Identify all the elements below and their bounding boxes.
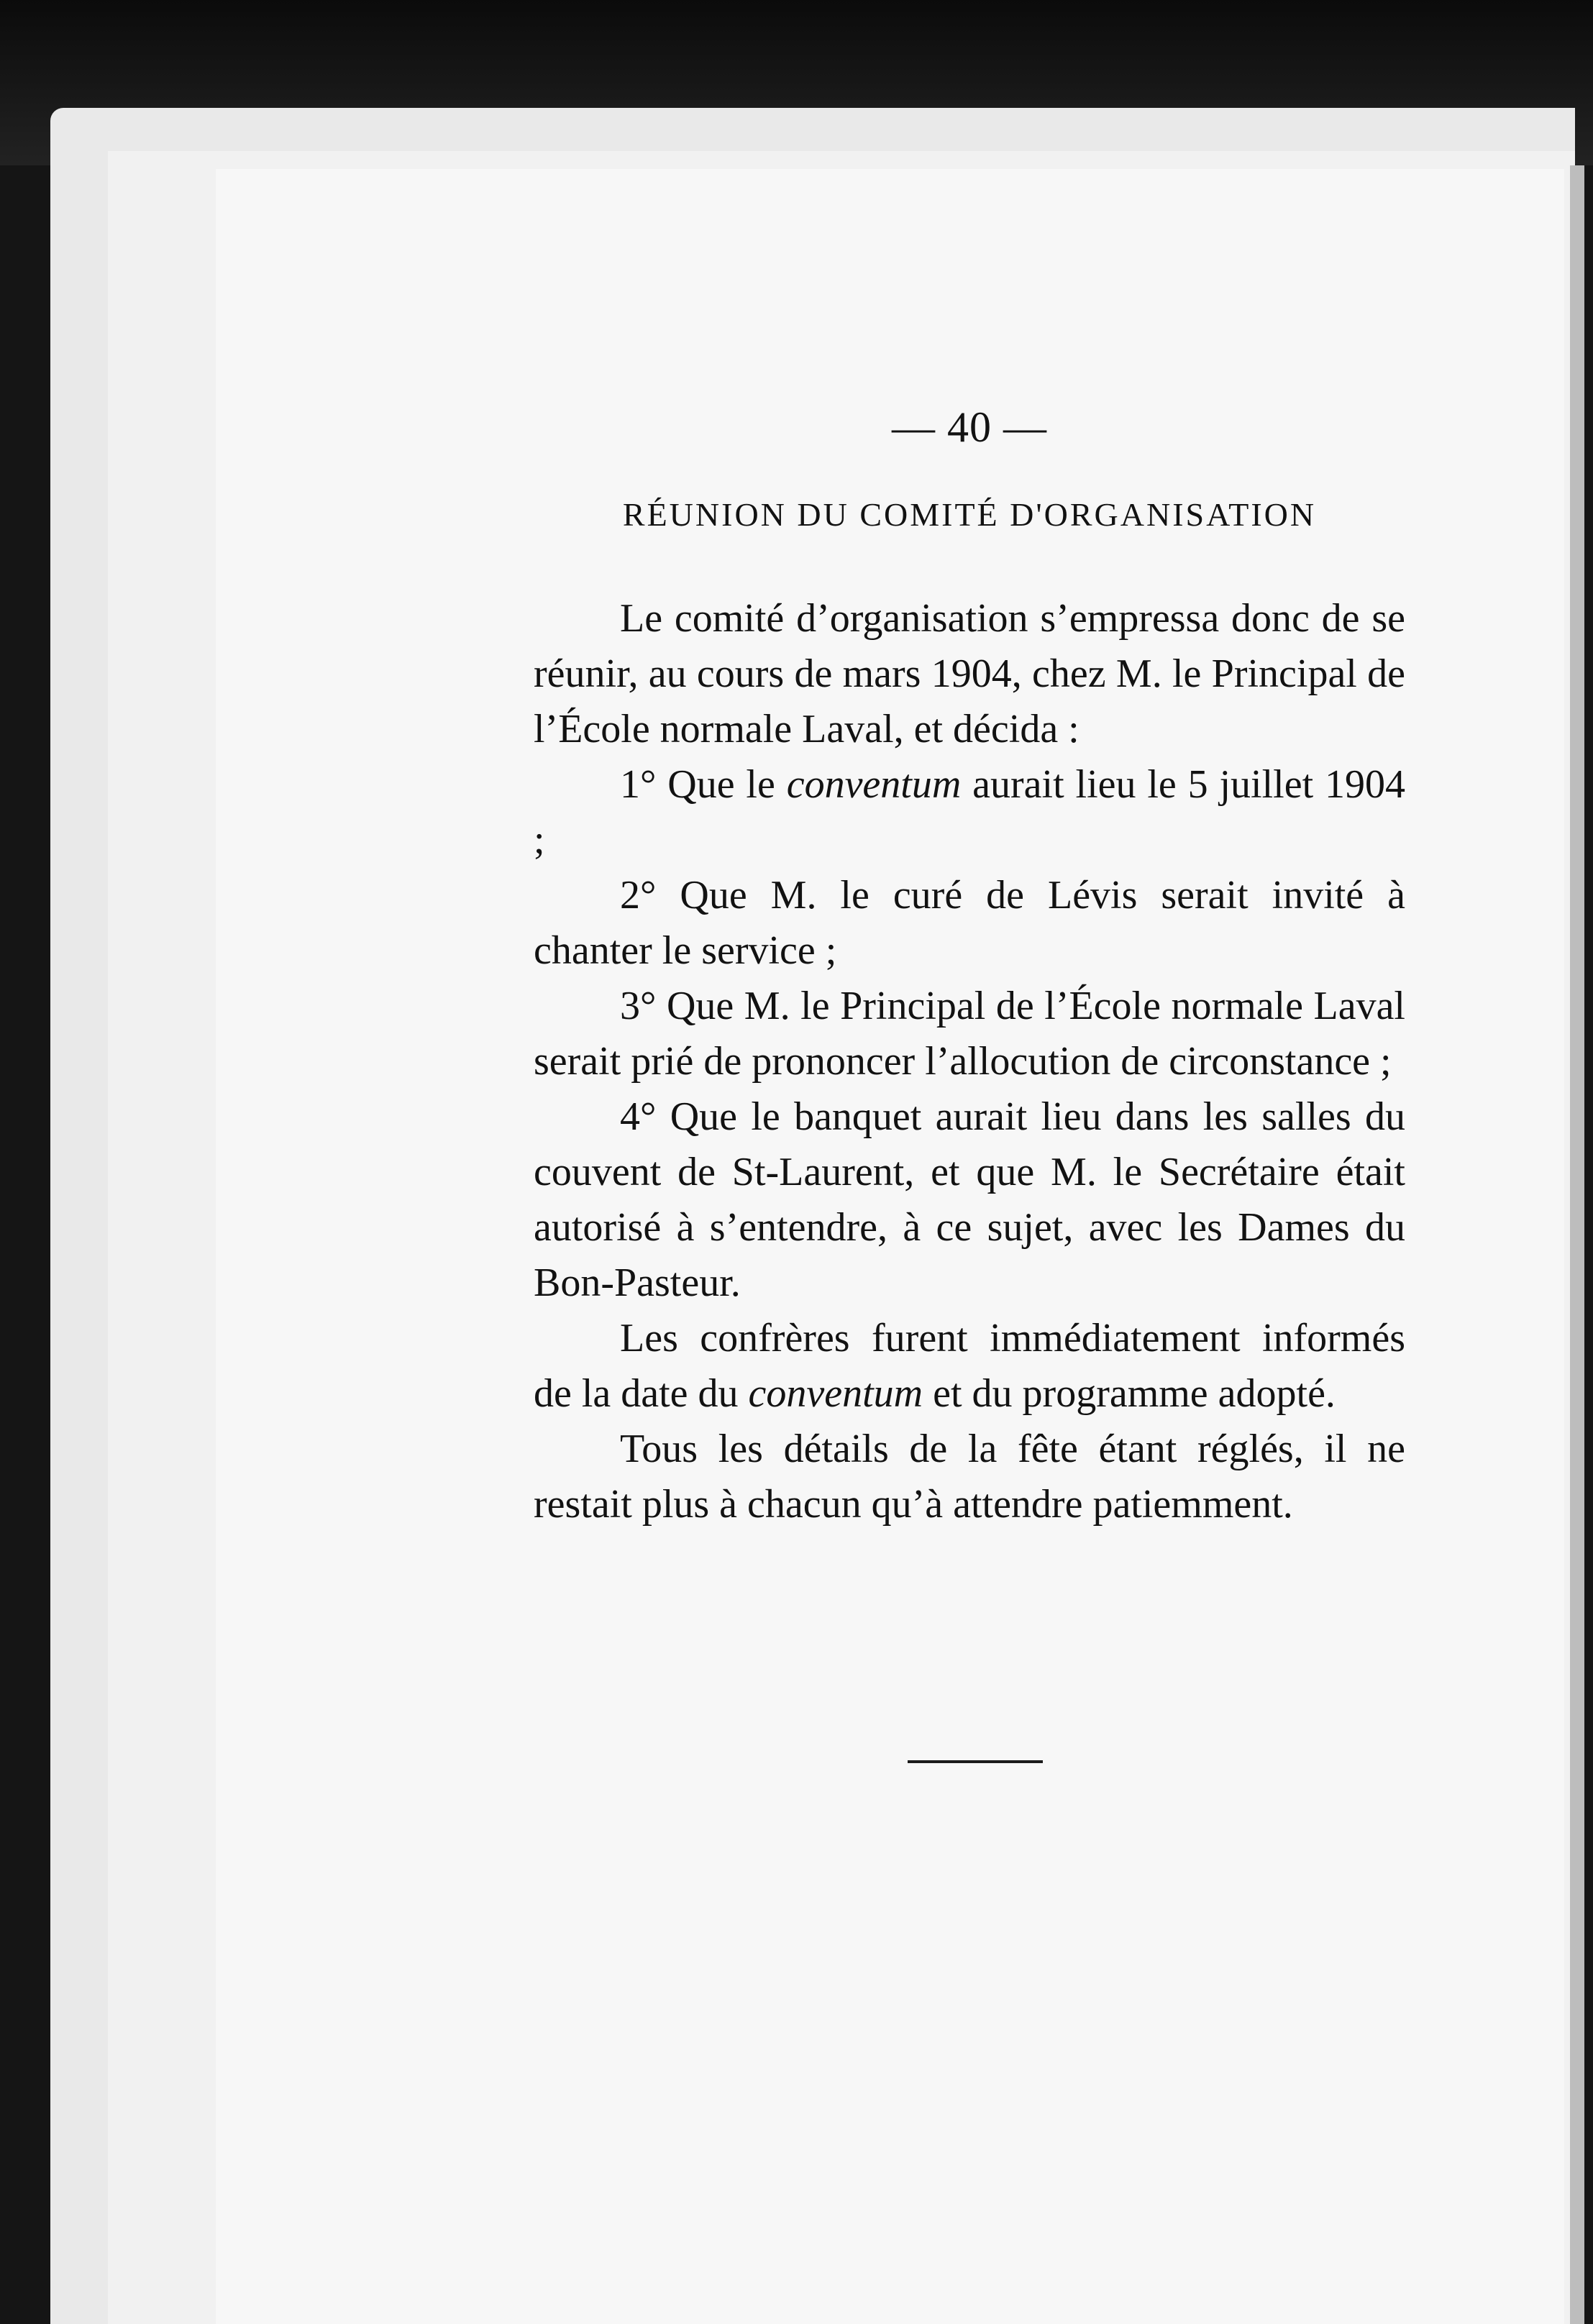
paragraph-text: 3° Que M. le Principal de l’École normale Laval serait prié de prononcer l’allocution de circonstance ; (534, 984, 1405, 1084)
paragraph-item-4 (534, 1089, 1405, 1311)
paragraph-text: Le comité d’organisation s’empressa donc de se réunir, au cours de mars 1904, chez M. le Principal de l’École normale Laval, et décida : (534, 596, 1405, 751)
paragraph-text: et du programme adopté. (923, 1371, 1336, 1416)
paragraph-confreres (534, 1311, 1405, 1422)
paragraph-item-2 (534, 868, 1405, 979)
section-heading: RÉUNION DU COMITÉ D'ORGANISATION (622, 496, 1317, 533)
paragraph-intro (534, 591, 1405, 757)
page-right-edge (1570, 165, 1584, 2324)
page-text (534, 403, 1405, 1532)
paragraph-closing (534, 1422, 1405, 1532)
paragraph-text: aurait lieu le 5 juillet 1904 ; (534, 762, 1406, 862)
paragraph-text: Les confrères furent immédiatement informés de la date du (534, 1316, 1405, 1416)
paragraph-text: Tous les détails de la fête étant réglés, il ne restait plus à chacun qu’à attendre patiemment. (534, 1427, 1405, 1527)
paragraph-text: 1° Que le (620, 762, 787, 807)
paragraph-item-3 (534, 979, 1405, 1089)
paragraph-text: 2° Que M. le curé de Lévis serait invité à chanter le service ; (534, 873, 1405, 973)
page-number: — 40 — (892, 403, 1047, 451)
paragraph-item-1 (534, 757, 1405, 868)
paragraph-italic: conventum (786, 762, 962, 807)
paragraph-text: 4° Que le banquet aurait lieu dans les salles du couvent de St-Laurent, et que M. le Secrétaire était autorisé à s’entendre, à ce sujet, avec les Dames du Bon-Pasteur. (534, 1094, 1405, 1305)
section-end-rule (908, 1760, 1043, 1763)
paragraph-italic: conventum (748, 1371, 923, 1416)
